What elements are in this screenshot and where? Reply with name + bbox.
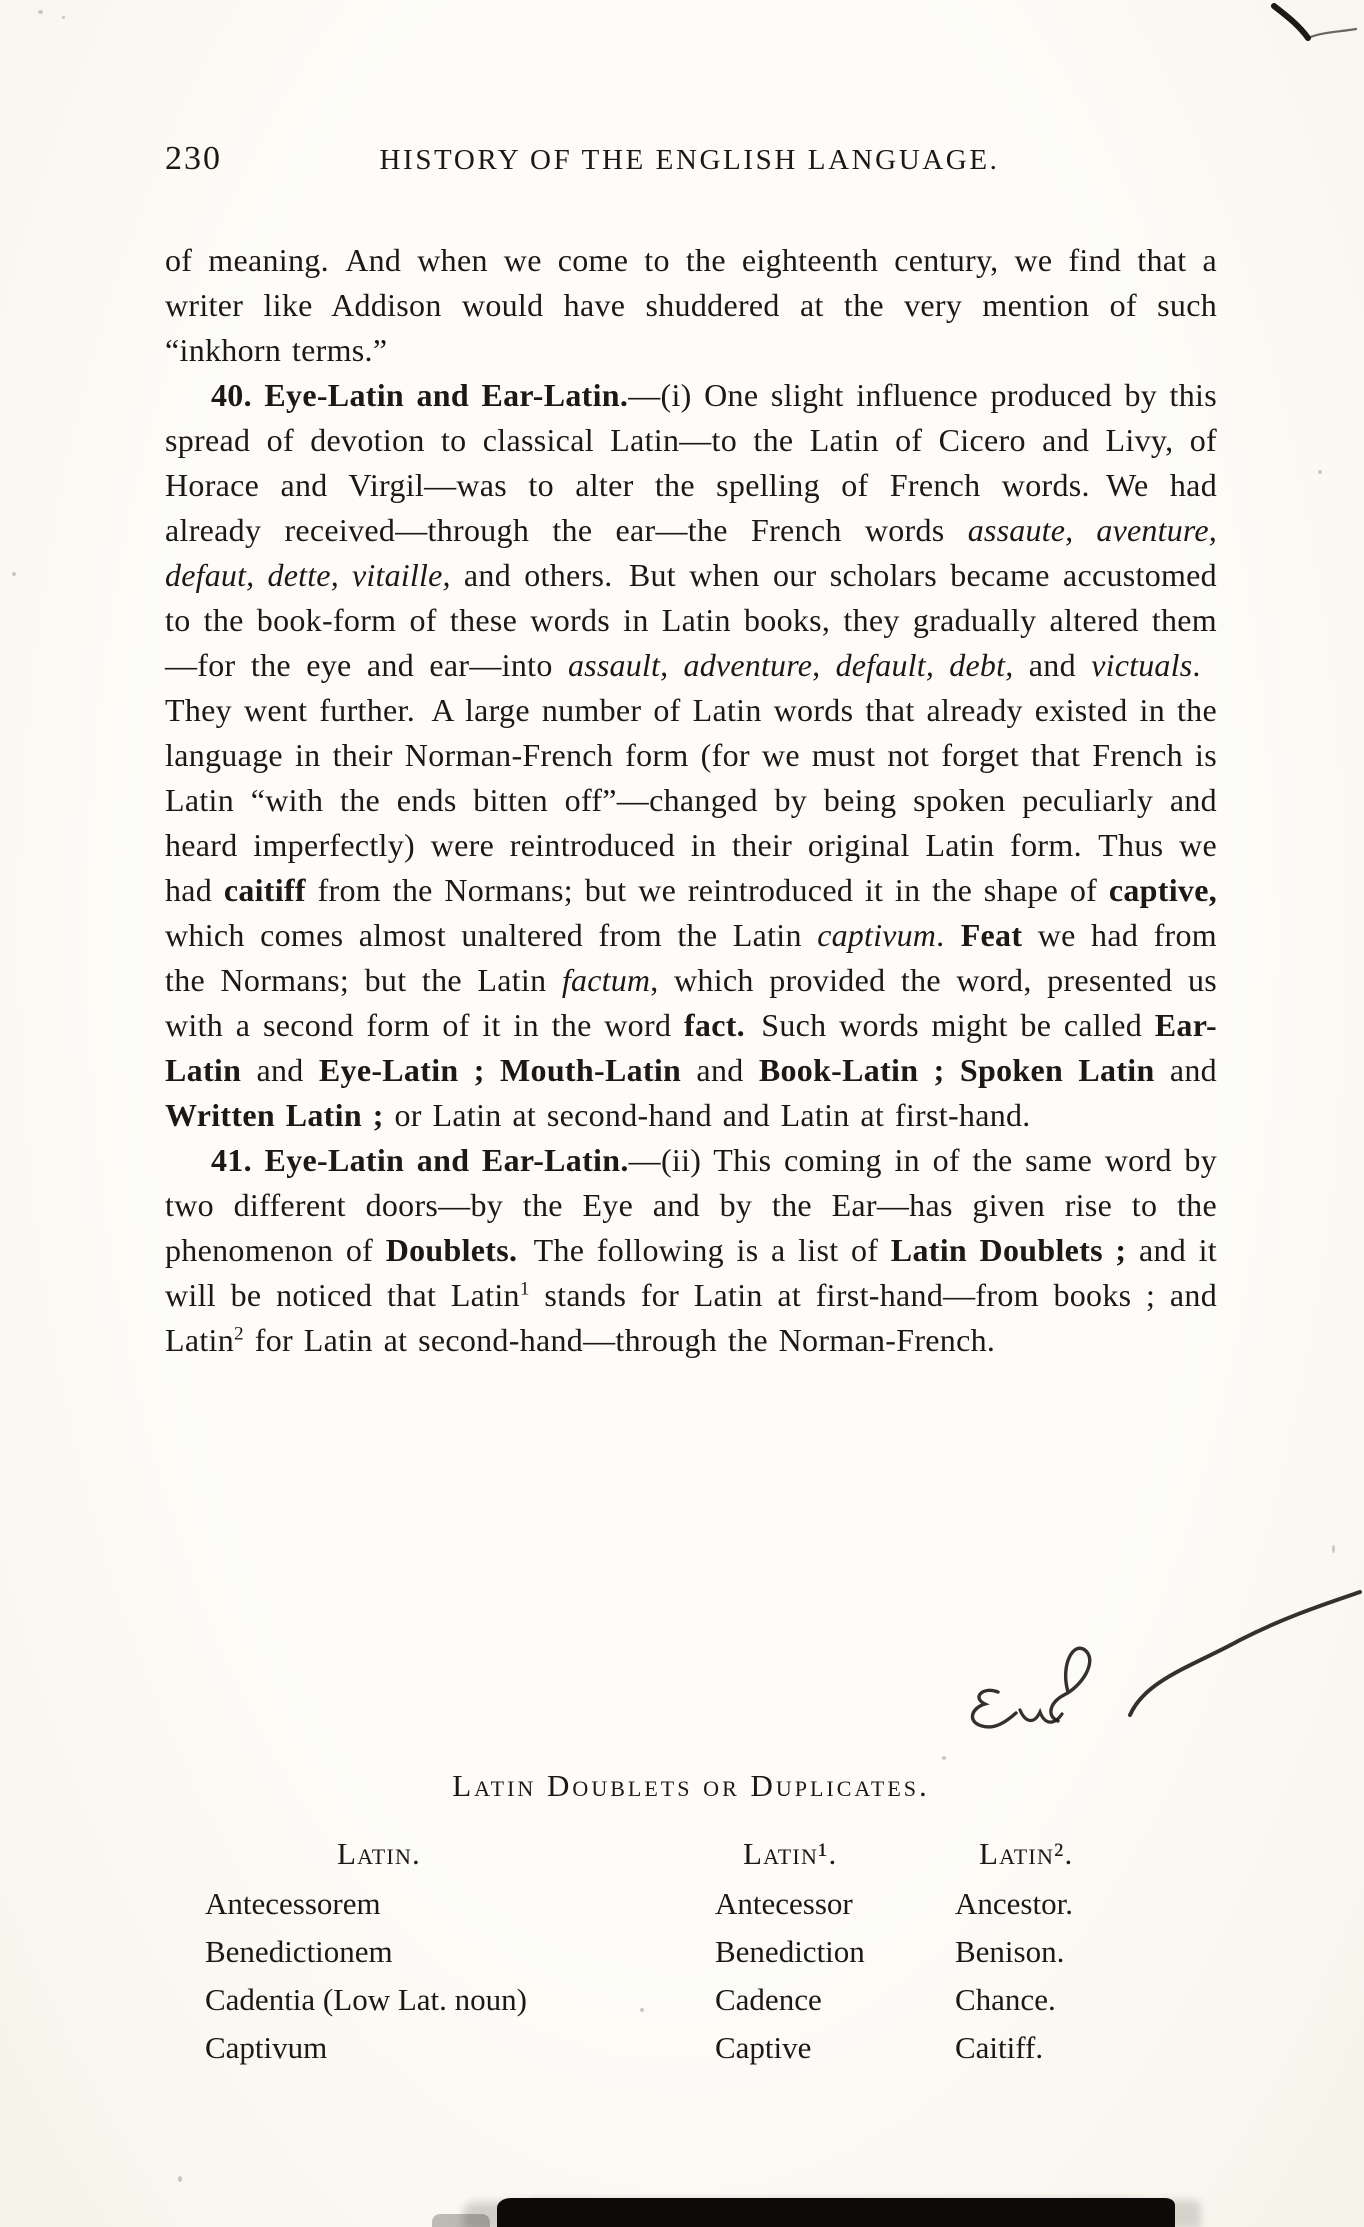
scan-speck bbox=[1332, 1545, 1335, 1553]
running-title: HISTORY OF THE ENGLISH LANGUAGE. bbox=[379, 144, 1000, 176]
cell-latin2: Caitiff. bbox=[955, 2030, 1044, 2065]
cell-latin1: Antecessor bbox=[715, 1886, 853, 1921]
scan-speck bbox=[62, 16, 65, 19]
table-row bbox=[205, 2024, 1217, 2072]
table-row bbox=[205, 1976, 1217, 2024]
cell-latin1: Cadence bbox=[715, 1982, 822, 2017]
column-header-latin: Latin. bbox=[337, 1836, 421, 1871]
doublets-table-section bbox=[165, 1768, 1217, 2072]
cell-latin1: Benediction bbox=[715, 1934, 865, 1969]
body-text bbox=[165, 238, 1217, 1363]
scan-speck bbox=[942, 1756, 946, 1760]
cell-latin2: Ancestor. bbox=[955, 1886, 1073, 1921]
doublets-table bbox=[165, 1828, 1217, 2072]
cell-latin: Captivum bbox=[205, 2030, 328, 2065]
scan-speck bbox=[178, 2176, 182, 2182]
cell-latin: Benedictionem bbox=[205, 1934, 393, 1969]
paragraph-continuation: of meaning. And when we come to the eighteenth century, we find that a writer like Addison would have shuddered at the very mention of such “inkhorn terms.” bbox=[165, 242, 1217, 368]
scan-artifact-blob bbox=[432, 2214, 490, 2227]
table-row bbox=[205, 1928, 1217, 1976]
column-header-latin1: Latin¹. bbox=[743, 1836, 838, 1871]
table-title: Latin Doublets or Duplicates. bbox=[452, 1768, 930, 1803]
scan-speck bbox=[12, 572, 16, 576]
cell-latin: Antecessorem bbox=[205, 1886, 381, 1921]
table-header-row bbox=[205, 1828, 1217, 1880]
table-row bbox=[205, 1880, 1217, 1928]
scan-speck bbox=[38, 10, 43, 14]
cell-latin2: Chance. bbox=[955, 1982, 1056, 2017]
page-header bbox=[165, 140, 1214, 178]
handwritten-flourish bbox=[940, 1580, 1364, 1755]
page-number: 230 bbox=[165, 140, 222, 177]
paragraph-section-41: 41. Eye-Latin and Ear-Latin.—(ii) This coming in of the same word by two different doors—by the Eye and by the Ear—has given rise to the phenomenon of Doublets. The following is a list of Latin Doublets ; and it will be noticed that Latin$^1$ stands for Latin at first-hand—from books ; and Latin$^2$ for Latin at second-hand—through the Norman-French. bbox=[165, 1142, 1217, 1358]
scan-artifact-bar bbox=[497, 2198, 1175, 2227]
cell-latin2: Benison. bbox=[955, 1934, 1065, 1969]
scan-speck bbox=[1318, 470, 1322, 474]
cell-latin1: Captive bbox=[715, 2030, 812, 2065]
paragraph-section-40: 40. Eye-Latin and Ear-Latin.—(i) One slight influence produced by this spread of devotion to classical Latin—to the Latin of Cicero and Livy, of Horace and Virgil—was to alter the spelling of French words. We had already received—through the ear—the French words assaute, aventure, defaut, dette, vitaille, and others. But when our scholars became accustomed to the book-form of these words in Latin books, they gradually altered them—for the eye and ear—into assault, adventure, default, debt, and victuals. They went further. A large number of Latin words that already existed in the language in their Norman-French form (for we must not forget that French is Latin “with the ends bitten off”—changed by being spoken peculiarly and heard imperfectly) were reintroduced in their original Latin form. Thus we had caitiff from the Normans; but we reintroduced it in the shape of captive, which comes almost unaltered from the Latin captivum. Feat we had from the Normans; but the Latin factum, which provided the word, presented us with a second form of it in the word fact. Such words might be called Ear-Latin and Eye-Latin ; Mouth-Latin and Book-Latin ; Spoken Latin and Written Latin ; or Latin at second-hand and Latin at first-hand. bbox=[165, 377, 1217, 1133]
cell-latin: Cadentia (Low Lat. noun) bbox=[205, 1982, 527, 2017]
pen-mark-top-right bbox=[1268, 2, 1360, 48]
column-header-latin2: Latin². bbox=[979, 1836, 1074, 1871]
scan-speck bbox=[640, 2008, 644, 2012]
